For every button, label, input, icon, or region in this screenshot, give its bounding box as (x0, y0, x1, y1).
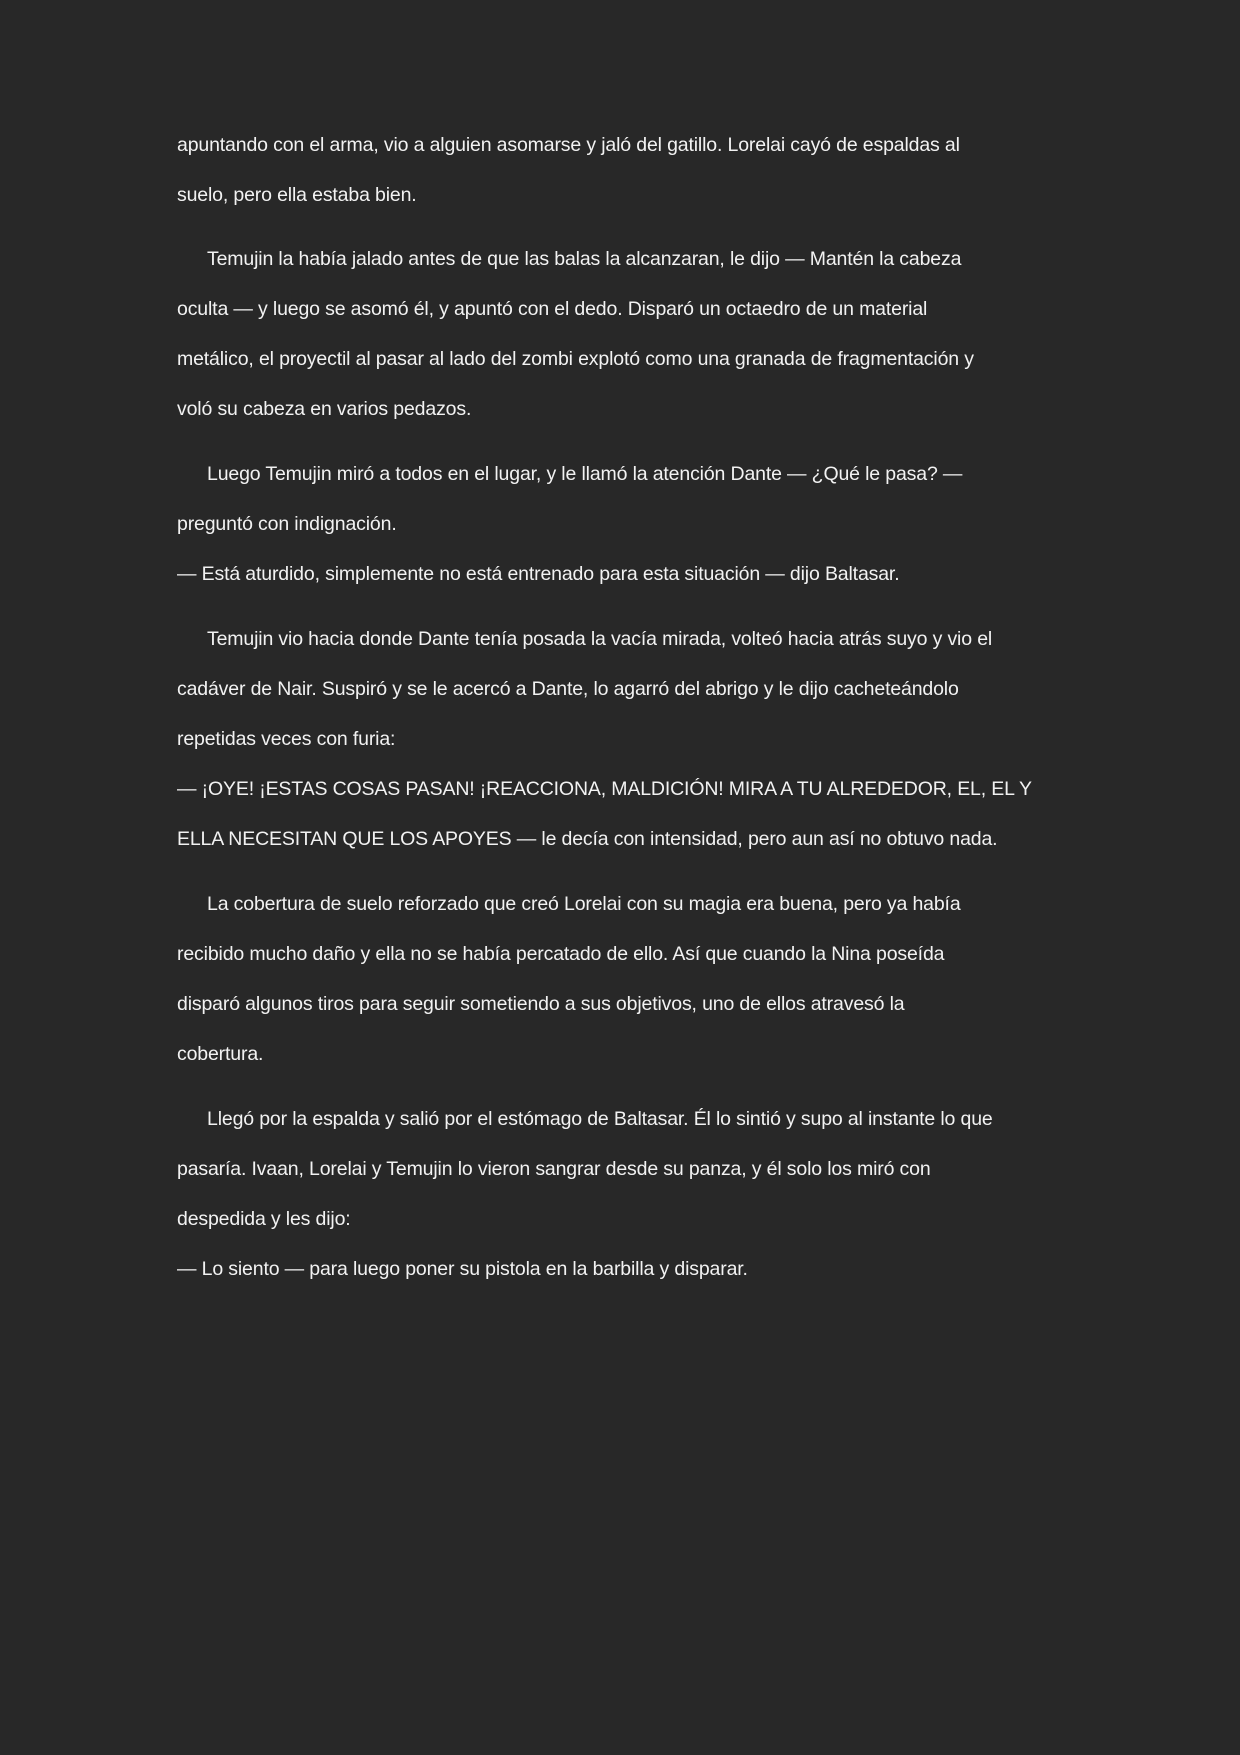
text-line: pasaría. Ivaan, Lorelai y Temujin lo vieron sangrar desde su panza, y él solo los miró con (177, 1158, 931, 1180)
dialogue-line: — Lo siento — para luego poner su pistola en la barbilla y disparar. (177, 1258, 748, 1280)
paragraph-first-line: Llegó por la espalda y salió por el estómago de Baltasar. Él lo sintió y supo al instante lo que (207, 1108, 993, 1130)
text-line: apuntando con el arma, vio a alguien asomarse y jaló del gatillo. Lorelai cayó de espaldas al (177, 134, 960, 156)
text-line: cadáver de Nair. Suspiró y se le acercó a Dante, lo agarró del abrigo y le dijo cacheteándolo (177, 678, 959, 700)
text-line: metálico, el proyectil al pasar al lado del zombi explotó como una granada de fragmentación y (177, 348, 974, 370)
dialogue-line: — ¡OYE! ¡ESTAS COSAS PASAN! ¡REACCIONA, MALDICIÓN! MIRA A TU ALREDEDOR, EL, EL Y (177, 778, 1032, 800)
text-line: voló su cabeza en varios pedazos. (177, 398, 472, 420)
text-line: oculta — y luego se asomó él, y apuntó con el dedo. Disparó un octaedro de un material (177, 298, 928, 320)
paragraph-first-line: Luego Temujin miró a todos en el lugar, y le llamó la atención Dante — ¿Qué le pasa? — (207, 463, 963, 485)
text-line: ELLA NECESITAN QUE LOS APOYES — le decía con intensidad, pero aun así no obtuvo nada. (177, 828, 998, 850)
dialogue-line: — Está aturdido, simplemente no está entrenado para esta situación — dijo Baltasar. (177, 563, 900, 585)
text-line: repetidas veces con furia: (177, 728, 396, 750)
text-line: suelo, pero ella estaba bien. (177, 184, 417, 206)
text-line: preguntó con indignación. (177, 513, 397, 535)
paragraph-first-line: Temujin vio hacia donde Dante tenía posada la vacía mirada, volteó hacia atrás suyo y vio el (207, 628, 993, 650)
text-line: cobertura. (177, 1043, 264, 1065)
text-line: disparó algunos tiros para seguir sometiendo a sus objetivos, uno de ellos atravesó la (177, 993, 905, 1015)
paragraph-first-line: Temujin la había jalado antes de que las balas la alcanzaran, le dijo — Mantén la cabeza (207, 248, 962, 270)
text-line: despedida y les dijo: (177, 1208, 351, 1230)
text-line: recibido mucho daño y ella no se había percatado de ello. Así que cuando la Nina poseída (177, 943, 945, 965)
paragraph-first-line: La cobertura de suelo reforzado que creó Lorelai con su magia era buena, pero ya había (207, 893, 961, 915)
